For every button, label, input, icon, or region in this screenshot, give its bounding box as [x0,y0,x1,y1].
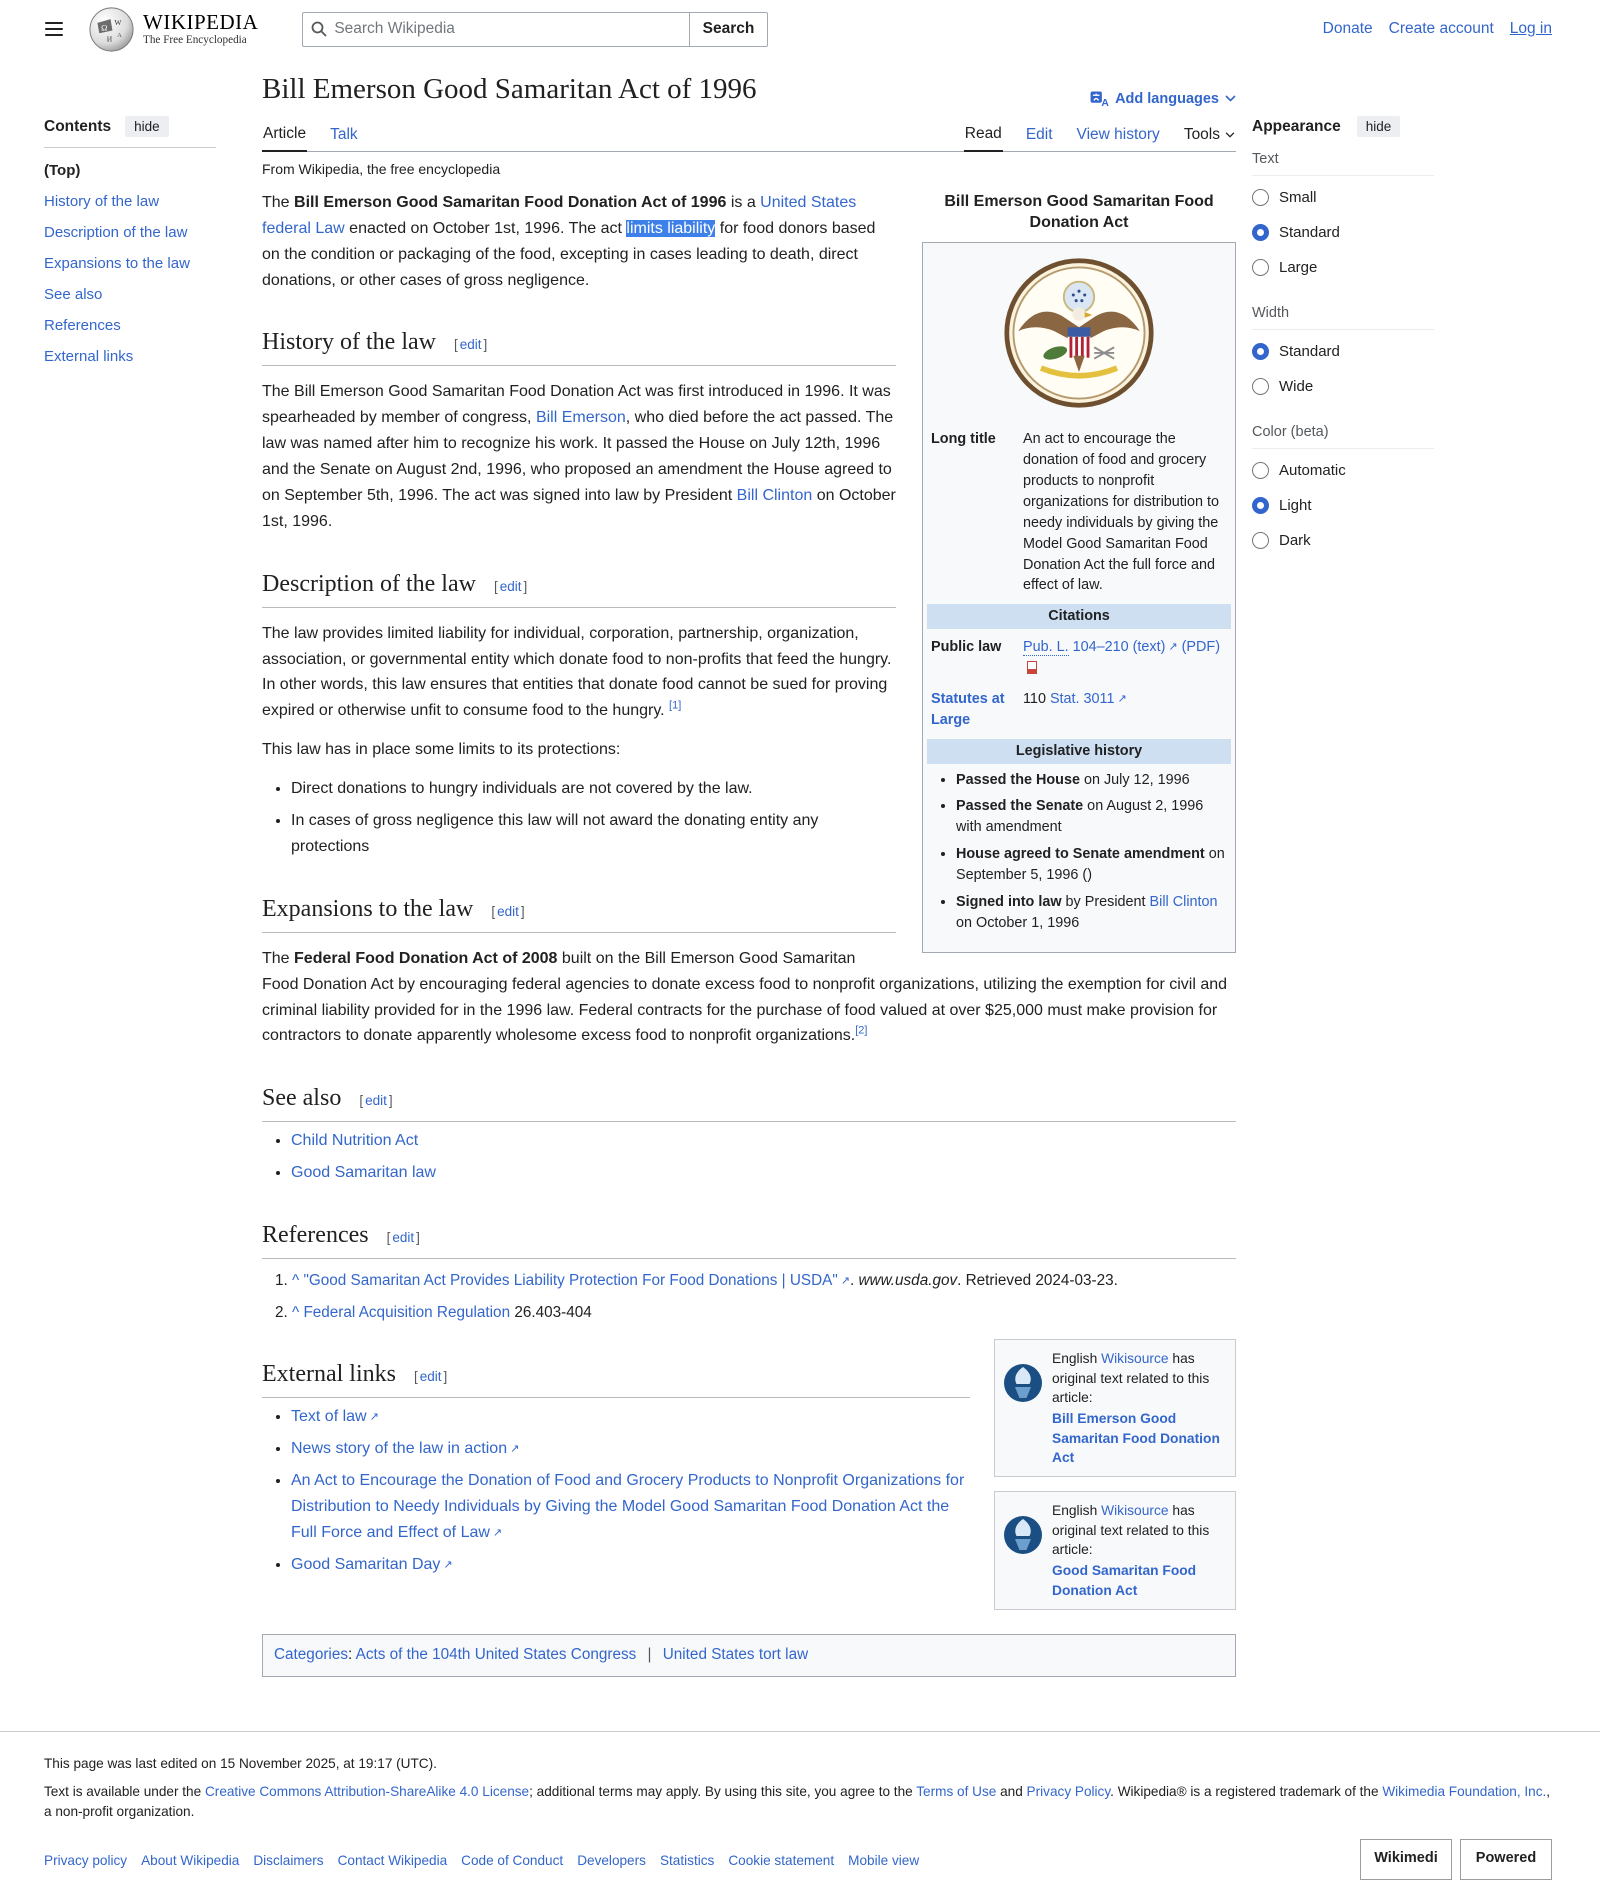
link[interactable]: 104–210 (text) ↗ [1073,639,1178,655]
list-item [291,1160,1236,1186]
svg-text:A: A [117,31,122,39]
radio-text-small[interactable]: Small [1252,180,1434,215]
wikisource-logo-icon [1003,1363,1043,1403]
donate-link[interactable]: Donate [1322,20,1373,37]
chevron-down-icon [1225,132,1235,138]
main-menu-button[interactable] [34,9,74,49]
link[interactable]: Bill Clinton [1149,893,1218,910]
wikisource-box-text: English Wikisource has original text related to this article: [1052,1351,1210,1406]
wikisource-box [994,1491,1236,1610]
infobox-legislative-list [956,770,1231,934]
link[interactable]: Privacy Policy [1026,1784,1111,1800]
expansions-paragraph: The Federal Food Donation Act of 2008 built on the Bill Emerson Good Samaritan Food Donation Act by encouraging federal agencies to donate excess food to nonprofit organizations, utilizing the exemption for civil and criminal liability provided for in the 1996 law. Federal contracts for the purchase of food valued at over $25,000 must make provision for contractors to donate apparently wholesome excess food to nonprofit organizations.[2] [262,949,1228,1045]
add-languages-button[interactable]: A Add languages [1090,91,1236,107]
section-heading-history: History of the law [ edit ] [262,323,896,366]
infobox-long-title-label: Long title [931,431,996,448]
site-header [0,0,1600,58]
tab-edit[interactable]: Edit [1025,125,1053,143]
list-item: • In cases of gross negligence this law will not award the donating entity any protections [291,808,1236,860]
wikisource-box [994,1339,1236,1477]
infobox-long-title-value: An act to encourage the donation of food and grocery products to nonprofit organizations for distribution to needy individuals by giving the Model Good Samaritan Food Donation Act the full force and effect of law. [1023,431,1219,594]
appearance-panel [1252,72,1434,578]
radio-text-standard[interactable]: Standard [1252,215,1434,250]
link[interactable]: Wikimedia Foundation, Inc. [1382,1784,1547,1800]
link[interactable]: Wikisource [1101,1503,1169,1519]
toc-item-history[interactable]: History of the law [44,193,160,210]
link[interactable]: News story of the law in action ↗ [291,1440,519,1457]
page-footer [0,1731,1600,1880]
footer-link-mobile-view[interactable]: Mobile view [848,1852,920,1868]
appearance-color-group: Color (beta) Automatic Light Dark [1252,424,1434,558]
tab-tools[interactable]: Tools [1183,120,1236,151]
wikisource-logo-icon [1003,1515,1043,1555]
infobox-public-law-label: Public law [931,639,1002,656]
description-paragraph-2: This law has in place some limits to its protections: [262,741,621,759]
radio-color-automatic[interactable]: Automatic [1252,453,1434,488]
create-account-link[interactable]: Create account [1388,20,1494,37]
list-item [291,1128,1236,1154]
appearance-hide-button[interactable]: hide [1357,116,1401,137]
infobox-citations-header: Citations [927,604,1231,629]
legislative-item: • House agreed to Senate amendment on September 5, 1996 () [956,844,1231,886]
link[interactable]: Good Samaritan law [291,1164,436,1182]
radio-text-large[interactable]: Large [1252,250,1434,285]
wikimedia-foundation-badge[interactable]: Wikimedi [1360,1839,1452,1880]
reference-item: 2. ^ Federal Acquisition Regulation 26.403-404 [292,1301,1236,1326]
lead-paragraph: The Bill Emerson Good Samaritan Food Donation Act of 1996 is a United States federal Law enacted on October 1st, 1996. The act limits liability for food donors based on the condition or packaging of the food, excepting in cases leading to death, direct donations, or other cases of gross negligence. [262,193,876,289]
infobox-legislative-header: Legislative history [927,739,1231,764]
section-heading-see-also: See also [ edit ] [262,1079,1236,1122]
reference-link[interactable]: [1] [669,700,682,712]
radio-icon[interactable] [1252,462,1269,479]
link[interactable]: An Act to Encourage the Donation of Food and Grocery Products to Nonprofit Organizations for Distribution to Needy Individuals by Giving the Model Good Samaritan Food Donation Act the Full Force and Effect of Law ↗ [291,1472,964,1541]
edit-link[interactable]: edit [419,1369,442,1385]
appearance-title: Appearance [1252,117,1341,135]
footer-link-disclaimers[interactable]: Disclaimers [253,1852,324,1868]
appearance-width-group: Width Standard Wide [1252,305,1434,404]
footer-links [44,1851,1336,1871]
link[interactable]: ^ [292,1303,300,1321]
reference-item: 1. ^ "Good Samaritan Act Provides Liability Protection For Food Donations | USDA" ↗ . www.usda.gov. Retrieved 2024-03-23. [292,1269,1236,1294]
link[interactable]: Creative Commons Attribution-ShareAlike 4.0 License [204,1784,530,1800]
toc-item-description[interactable]: Description of the law [44,224,188,241]
categories-link[interactable]: Categories [274,1645,348,1663]
category-separator: | [647,1645,652,1663]
search-bar [302,12,768,47]
link[interactable]: Bill Emerson [535,409,626,427]
contents-sidebar [44,72,216,379]
section-heading-external-links: External links [ edit ] [262,1355,970,1398]
great-seal-image [927,247,1231,424]
wikisource-article-link[interactable]: Good Samaritan Food Donation Act [1052,1563,1197,1598]
tab-article[interactable]: Article [262,119,307,152]
tab-read[interactable]: Read [964,119,1003,152]
svg-text:И: И [106,34,113,44]
see-also-list [291,1128,1236,1186]
radio-icon[interactable] [1252,343,1269,360]
svg-text:Ω: Ω [101,21,108,32]
link[interactable]: Good Samaritan Day ↗ [291,1556,453,1573]
link[interactable]: Child Nutrition Act [291,1132,419,1150]
article-body [262,190,1236,1677]
link[interactable]: Stat. 3011 ↗ [1050,691,1127,707]
history-paragraph: The Bill Emerson Good Samaritan Food Donation Act was first introduced in 1996. It was spearheaded by member of congress, Bill Emerson, who died before the act passed. The law was named after him to recognize his work. It passed the House on July 12th, 1996 and the Senate on August 2nd, 1996, who proposed an amendment the House agreed to on September 5th, 1996. The act was signed into law by President Bill Clinton on October 1st, 1996. [262,383,896,530]
toc-item-expansions[interactable]: Expansions to the law [44,255,190,272]
main-content [262,72,1236,1677]
radio-color-light[interactable]: Light [1252,488,1434,523]
references-list [292,1269,1236,1326]
footer-link-code-of-conduct[interactable]: Code of Conduct [461,1852,564,1868]
toc-item-see-also[interactable]: See also [44,286,103,303]
contents-hide-button[interactable]: hide [125,116,169,137]
site-subtitle: From Wikipedia, the free encyclopedia [262,160,501,177]
infobox-statutes-label [931,689,1013,731]
toc-item-external-links[interactable]: External links [44,348,134,365]
categories-bar [262,1634,1236,1677]
link[interactable]: Bill Clinton [736,486,813,504]
personal-links [1323,20,1552,38]
edit-link[interactable]: edit [365,1093,387,1109]
wikisource-boxes [994,1339,1236,1623]
edit-link[interactable]: edit [459,337,482,353]
search-button[interactable]: Search [689,12,769,47]
toc-item-top[interactable]: (Top) [44,162,81,179]
radio-width-wide[interactable]: Wide [1252,369,1434,404]
category-link[interactable]: Acts of the 104th United States Congress [355,1645,637,1663]
link[interactable]: Terms of Use [916,1784,997,1800]
footer-link-about[interactable]: About Wikipedia [141,1852,240,1868]
link[interactable]: United States federal Law [262,193,857,237]
link[interactable]: Wikisource [1101,1351,1169,1367]
legislative-item: • Signed into law by President Bill Clinton on October 1, 1996 [956,892,1231,934]
edit-link[interactable]: edit [392,1230,415,1246]
radio-icon[interactable] [1252,497,1269,514]
wikisource-box-text: English Wikisource has original text related to this article: [1052,1503,1210,1557]
toc-item-references[interactable]: References [44,317,121,334]
reference-link[interactable]: [2] [855,1025,868,1038]
edit-link[interactable]: edit [499,578,522,594]
description-paragraph: The law provides limited liability for individual, corporation, partnership, organization, association, or governmental entity which donate food to non-profits that feed the hungry. In other words, this law ensures that entities that donate food cannot be sued for proving expired or otherwise unfit to consume food to the hungry. [1] [262,624,892,720]
footer-link-cookie-statement[interactable]: Cookie statement [728,1852,835,1868]
footer-link-privacy[interactable]: Privacy policy [44,1852,128,1868]
chevron-down-icon [1225,95,1236,102]
radio-icon[interactable] [1252,532,1269,549]
page-tabs [262,119,1236,152]
link[interactable]: Pub. L. [1023,639,1069,656]
section-heading-references: References [ edit ] [262,1216,1236,1259]
radio-icon[interactable] [1252,224,1269,241]
wikipedia-wordmark: WIKIPEDIA [143,10,259,35]
link[interactable]: Statutes at Large [931,690,1005,728]
footer-link-statistics[interactable]: Statistics [659,1852,715,1868]
powered-by-mediawiki-badge[interactable]: Powered [1460,1839,1552,1880]
text-selection-highlight: limits liability [626,219,716,237]
search-icon [311,21,327,37]
radio-icon[interactable] [1252,259,1269,276]
link[interactable]: Text of law ↗ [291,1408,379,1425]
section-heading-description: Description of the law [ edit ] [262,565,896,608]
wikisource-article-link[interactable]: Bill Emerson Good Samaritan Food Donation Act [1052,1411,1220,1466]
footer-link-developers[interactable]: Developers [577,1852,646,1868]
wikipedia-logo[interactable] [88,6,258,53]
legislative-item: • Passed the House on July 12, 1996 [956,770,1231,791]
link[interactable]: Federal Acquisition Regulation [303,1303,511,1321]
infobox-statutes-value: 110 Stat. 3011 ↗ [1023,689,1227,731]
page-title: Bill Emerson Good Samaritan Act of 1996 [262,73,757,105]
log-in-link[interactable]: Log in [1509,20,1552,37]
link[interactable]: (PDF) [1181,639,1221,656]
wikipedia-globe-icon [88,6,135,53]
link[interactable]: "Good Samaritan Act Provides Liability Protection For Food Donations | USDA" ↗ [303,1272,850,1289]
svg-text:A: A [1101,97,1109,107]
edit-link[interactable]: edit [497,903,519,919]
tab-talk[interactable]: Talk [330,125,358,143]
category-link[interactable]: United States tort law [662,1645,809,1663]
radio-icon[interactable] [1252,378,1269,395]
last-edited-text: This page was last edited on 15 November 2025, at 19:17 (UTC). [44,1755,437,1771]
tab-view-history[interactable]: View history [1076,125,1160,143]
languages-icon [1090,91,1109,107]
section-heading-expansions: Expansions to the law [ edit ] [262,890,896,933]
license-text: Text is available under the Creative Commons Attribution-ShareAlike 4.0 License; additional terms may apply. By using this site, you agree to the Terms of Use and Privacy Policy. Wikipedia® is a registered trademark of the Wikimedia Foundation, Inc., a non-profit organization. [44,1784,1551,1820]
infobox-public-law-value [1023,637,1227,679]
svg-text:W: W [114,17,122,27]
list-item: • Direct donations to hungry individuals are not covered by the law. [291,776,1236,802]
radio-width-standard[interactable]: Standard [1252,334,1434,369]
search-input[interactable] [334,20,680,38]
categories-colon: : [347,1645,356,1663]
wikipedia-tagline: The Free Encyclopedia [143,34,247,47]
radio-icon[interactable] [1252,189,1269,206]
legislative-item: • Passed the Senate on August 2, 1996 with amendment [956,796,1231,838]
appearance-text-group: Text Small Standard Large [1252,151,1434,285]
footer-link-contact[interactable]: Contact Wikipedia [337,1852,448,1868]
infobox-title: Bill Emerson Good Samaritan Food Donation Act [944,192,1214,231]
contents-title: Contents [44,117,112,135]
infobox [922,192,1236,953]
link[interactable]: ^ [292,1271,300,1289]
radio-color-dark[interactable]: Dark [1252,523,1434,558]
pdf-file-icon [1027,661,1037,674]
